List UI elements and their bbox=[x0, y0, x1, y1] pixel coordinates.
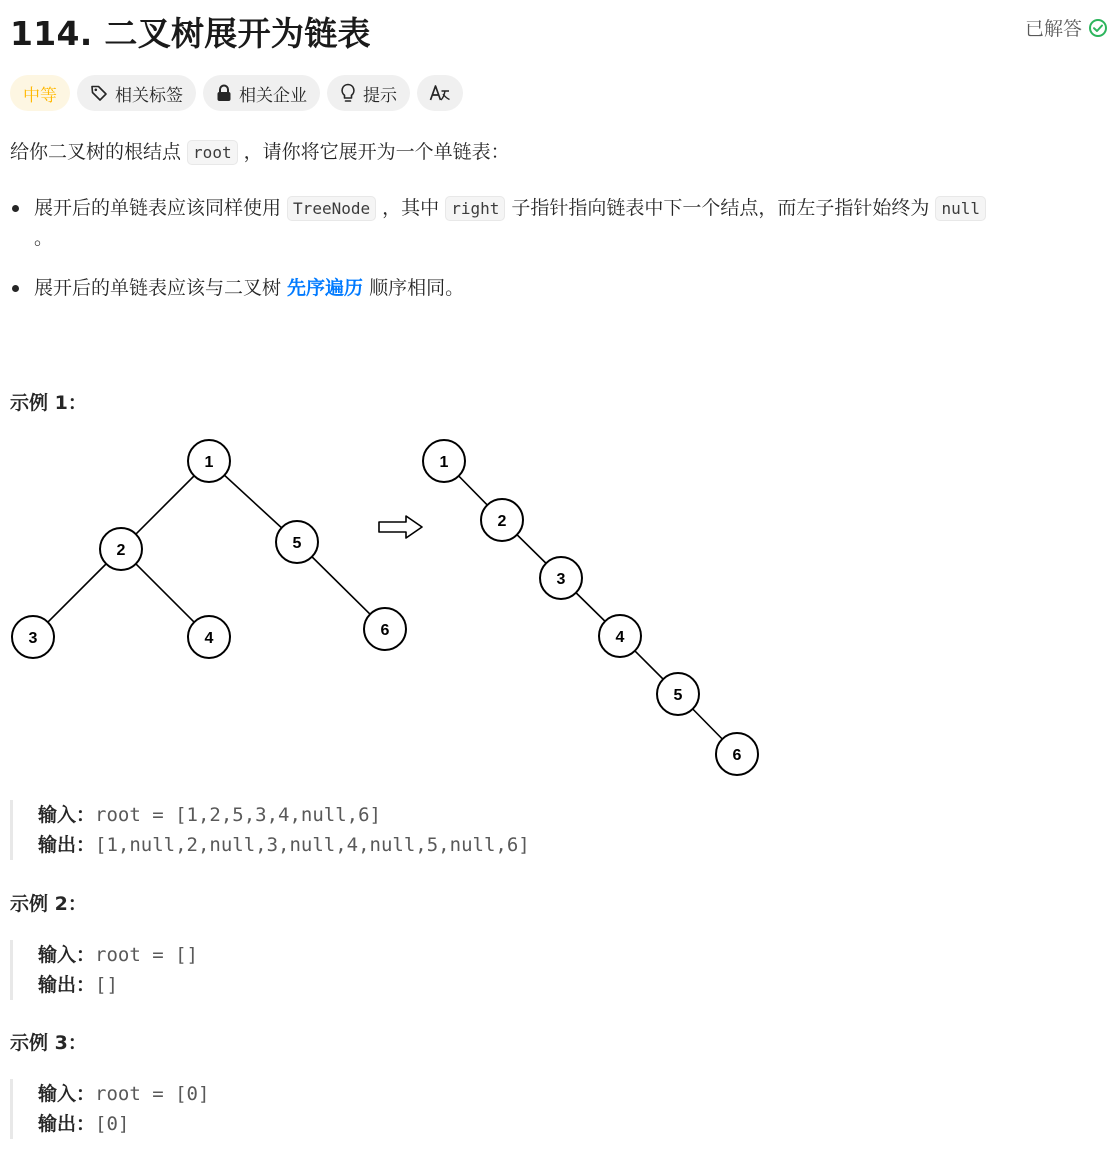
output-value: [0] bbox=[95, 1113, 130, 1135]
tree-node bbox=[364, 608, 406, 650]
input-value: root = [1,2,5,3,4,null,6] bbox=[95, 804, 381, 826]
hint-button[interactable] bbox=[327, 75, 410, 111]
lightbulb-icon bbox=[340, 83, 356, 103]
tag-icon bbox=[90, 84, 108, 102]
bullet-text-2: 展开后的单链表应该与二叉树 先序遍历 顺序相同。 bbox=[34, 277, 465, 299]
svg-text:3: 3 bbox=[28, 630, 38, 647]
hint-label: 提示 bbox=[363, 85, 397, 106]
difficulty-badge[interactable] bbox=[10, 75, 70, 111]
list-node bbox=[481, 499, 523, 541]
example-3-title: 示例 3： bbox=[10, 1032, 87, 1054]
check-circle-icon bbox=[1088, 18, 1108, 38]
svg-text:2: 2 bbox=[497, 513, 507, 530]
tree-node bbox=[188, 616, 230, 658]
input-value: root = [0] bbox=[95, 1083, 210, 1105]
tree-node bbox=[188, 440, 230, 482]
code-null: null bbox=[935, 196, 986, 221]
code-root: root bbox=[187, 140, 238, 165]
input-label: 输入： bbox=[38, 944, 96, 966]
output-value: [] bbox=[95, 974, 118, 996]
related-tags-label: 相关标签 bbox=[115, 85, 183, 106]
output-label: 输出： bbox=[38, 834, 96, 856]
bullet-text-1: 展开后的单链表应该同样使用 TreeNode ，其中 right 子指针指向链表中下一个结点，而左子指针始终为 null bbox=[34, 193, 986, 224]
related-companies-label: 相关企业 bbox=[239, 85, 307, 106]
code-treenode: TreeNode bbox=[287, 196, 376, 221]
input-value: root = [] bbox=[95, 944, 198, 966]
example-1-diagram bbox=[0, 430, 800, 785]
tree-node bbox=[100, 528, 142, 570]
lock-icon bbox=[216, 84, 232, 102]
related-companies-button[interactable] bbox=[203, 75, 320, 111]
problem-title: 114. 二叉树展开为链表 bbox=[10, 14, 371, 53]
list-node bbox=[657, 673, 699, 715]
svg-text:5: 5 bbox=[292, 535, 302, 552]
problem-intro bbox=[10, 137, 510, 168]
intro-text-1: 给你二叉树的根结点 bbox=[10, 141, 188, 163]
example-2-title: 示例 2： bbox=[10, 893, 87, 915]
svg-text:1: 1 bbox=[439, 454, 449, 471]
example-2-block bbox=[10, 940, 198, 1000]
svg-text:4: 4 bbox=[204, 630, 214, 647]
difficulty-label: 中等 bbox=[23, 85, 57, 106]
list-node bbox=[716, 733, 758, 775]
list-node bbox=[423, 440, 465, 482]
example-1-block bbox=[10, 800, 530, 860]
input-label: 输入： bbox=[38, 1083, 96, 1105]
bullet-dot bbox=[12, 285, 19, 292]
related-tags-button[interactable] bbox=[77, 75, 196, 111]
preorder-link[interactable]: 先序遍历 bbox=[287, 277, 364, 299]
output-value: [1,null,2,null,3,null,4,null,5,null,6] bbox=[95, 834, 530, 856]
tag-bar bbox=[10, 75, 463, 111]
translate-button[interactable] bbox=[417, 75, 463, 111]
code-right: right bbox=[445, 196, 505, 221]
solved-status bbox=[1025, 14, 1108, 41]
svg-text:1: 1 bbox=[204, 454, 214, 471]
output-label: 输出： bbox=[38, 1113, 96, 1135]
svg-text:6: 6 bbox=[732, 747, 742, 764]
example-1-title: 示例 1： bbox=[10, 392, 87, 414]
bullet-text-1-end: 。 bbox=[34, 227, 54, 249]
intro-text-2: ，请你将它展开为一个单链表： bbox=[237, 141, 510, 163]
input-label: 输入： bbox=[38, 804, 96, 826]
list-node bbox=[599, 615, 641, 657]
bullet-dot bbox=[12, 205, 19, 212]
svg-text:2: 2 bbox=[116, 542, 126, 559]
svg-text:5: 5 bbox=[673, 687, 683, 704]
arrow-right-icon bbox=[379, 516, 422, 538]
output-label: 输出： bbox=[38, 974, 96, 996]
tree-node bbox=[276, 521, 318, 563]
list-node bbox=[540, 557, 582, 599]
translate-icon bbox=[429, 84, 451, 102]
example-3-block bbox=[10, 1079, 209, 1139]
svg-text:6: 6 bbox=[380, 622, 390, 639]
svg-text:4: 4 bbox=[615, 629, 625, 646]
solved-label: 已解答 bbox=[1024, 18, 1082, 40]
tree-node bbox=[12, 616, 54, 658]
svg-text:3: 3 bbox=[556, 571, 566, 588]
